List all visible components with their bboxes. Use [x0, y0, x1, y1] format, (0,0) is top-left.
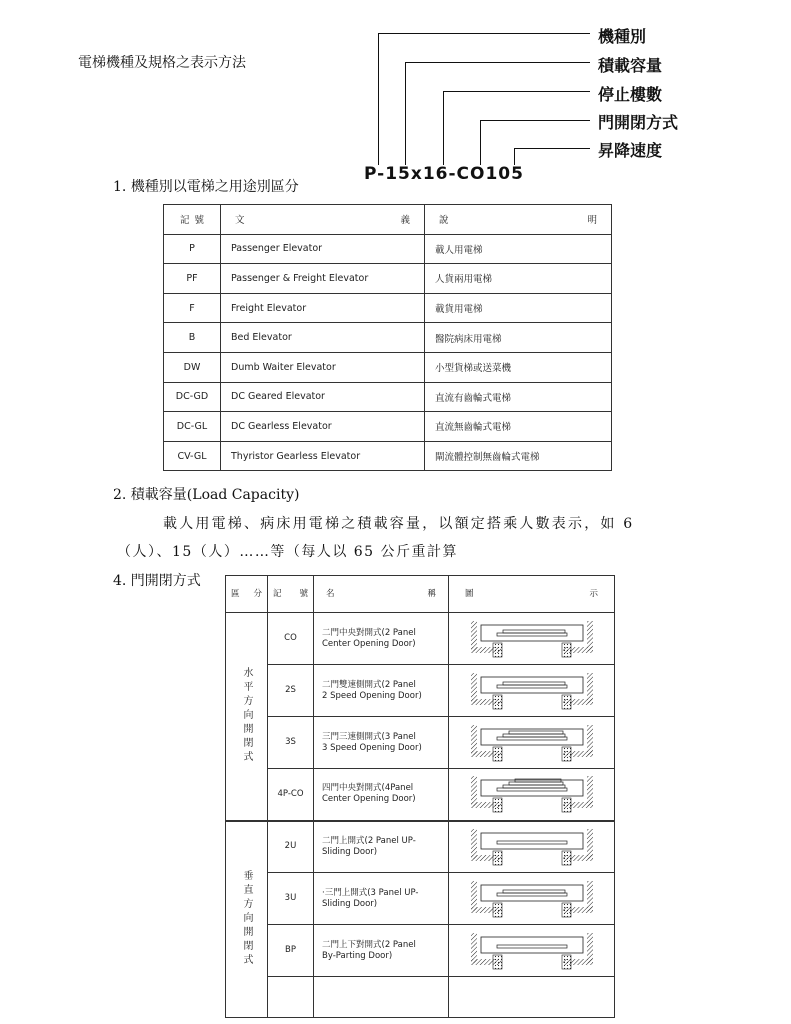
table-row — [226, 821, 615, 873]
name-cell — [314, 613, 449, 665]
category-label: 垂直方向開閉式 — [241, 870, 252, 969]
header-text: 記 — [180, 215, 190, 227]
label-door-type: 門開閉方式 — [598, 113, 679, 132]
header-text: 名 — [326, 588, 335, 599]
section1-heading: 1. 機種別以電梯之用途別區分 — [113, 179, 299, 195]
header-text: 稱 — [427, 588, 436, 599]
name-cell — [314, 821, 449, 873]
table-row — [226, 925, 615, 977]
page-title: 電梯機種及規格之表示方法 — [78, 55, 246, 71]
header-text: 義 — [400, 215, 410, 227]
chinese-desc-cell: 人貨兩用電梯 — [425, 264, 612, 294]
name-en: 2 Speed Opening Door) — [322, 690, 422, 701]
name-en: 3 Speed Opening Door) — [322, 742, 422, 753]
name-cell — [314, 769, 449, 821]
symbol-cell: BP — [268, 925, 314, 977]
section2-heading: 2. 積載容量(Load Capacity) — [113, 487, 300, 503]
name-zh: 二門雙速側開式(2 Panel — [322, 679, 416, 690]
figure-cell — [449, 873, 615, 925]
empty-cell — [268, 977, 314, 1018]
paragraph-line: 載人用電梯、病床用電梯之積載容量，以額定搭乘人數表示，如 6 — [163, 516, 635, 532]
symbol-cell: DW — [164, 352, 221, 382]
label-speed: 昇降速度 — [598, 141, 663, 160]
label-stop-floors: 停止樓數 — [598, 85, 663, 104]
name-zh: ·三門上開式(3 Panel UP- — [322, 887, 419, 898]
label-load-capacity: 積載容量 — [598, 56, 663, 75]
symbol-cell: F — [164, 293, 221, 323]
header-text: 圖 — [465, 588, 474, 599]
category-label: 水平方向開閉式 — [241, 667, 252, 766]
symbol-cell: P — [164, 234, 221, 264]
figure-cell — [449, 717, 615, 769]
table-row — [164, 441, 612, 471]
table-row — [164, 323, 612, 353]
name-cell — [314, 925, 449, 977]
elevator-type-table — [163, 204, 612, 471]
table-row — [164, 264, 612, 294]
spec-code: P-15x16-CO105 — [364, 164, 524, 184]
chinese-desc-cell: 醫院病床用電梯 — [425, 323, 612, 353]
name-cell — [314, 873, 449, 925]
table-header — [164, 205, 612, 235]
name-en: Sliding Door) — [322, 898, 378, 909]
name-zh: 二門上開式(2 Panel UP- — [322, 835, 416, 846]
english-name-cell: Bed Elevator — [221, 323, 425, 353]
english-name-cell: Passenger & Freight Elevator — [221, 264, 425, 294]
symbol-cell: 4P-CO — [268, 769, 314, 821]
door-diagram-icon — [449, 671, 614, 711]
table-row — [226, 613, 615, 665]
english-name-cell: DC Geared Elevator — [221, 382, 425, 412]
name-cell — [314, 665, 449, 717]
figure-cell — [449, 613, 615, 665]
symbol-cell: PF — [164, 264, 221, 294]
table-row — [226, 873, 615, 925]
figure-cell — [449, 665, 615, 717]
header-text: 分 — [253, 588, 262, 599]
figure-cell — [449, 821, 615, 873]
symbol-cell: CO — [268, 613, 314, 665]
paragraph-line: （人）、15（人）……等（每人以 65 公斤重計算 — [117, 544, 459, 560]
symbol-cell: DC-GD — [164, 382, 221, 412]
english-name-cell: DC Gearless Elevator — [221, 412, 425, 442]
name-en: Center Opening Door) — [322, 638, 416, 649]
symbol-cell: 2S — [268, 665, 314, 717]
door-diagram-icon — [449, 619, 614, 659]
header-text: 文 — [235, 215, 245, 227]
name-cell — [314, 717, 449, 769]
english-name-cell: Passenger Elevator — [221, 234, 425, 264]
chinese-desc-cell: 直流無齒輪式電梯 — [425, 412, 612, 442]
figure-cell — [449, 925, 615, 977]
empty-cell — [449, 977, 615, 1018]
table-header — [226, 576, 615, 613]
header-text: 區 — [231, 588, 240, 599]
table-row — [226, 717, 615, 769]
chinese-desc-cell: 小型貨梯或送菜機 — [425, 352, 612, 382]
table-row — [226, 977, 615, 1018]
header-text: 記 — [273, 588, 282, 599]
chinese-desc-cell: 閘流體控制無齒輪式電梯 — [425, 441, 612, 471]
figure-cell — [449, 769, 615, 821]
door-diagram-icon — [449, 827, 614, 867]
name-en: Center Opening Door) — [322, 794, 416, 805]
chinese-desc-cell: 直流有齒輪式電梯 — [425, 382, 612, 412]
name-zh: 二門中央對開式(2 Panel — [322, 627, 416, 638]
name-zh: 二門上下對開式(2 Panel — [322, 939, 416, 950]
chinese-desc-cell: 載貨用電梯 — [425, 293, 612, 323]
section4-heading: 4. 門開閉方式 — [113, 573, 201, 589]
symbol-cell: DC-GL — [164, 412, 221, 442]
name-en: Sliding Door) — [322, 846, 378, 857]
door-diagram-icon — [449, 931, 614, 971]
table-row — [226, 769, 615, 821]
name-zh: 四門中央對開式(4Panel — [322, 783, 414, 794]
symbol-cell: CV-GL — [164, 441, 221, 471]
chinese-desc-cell: 載人用電梯 — [425, 234, 612, 264]
label-model-type: 機種別 — [598, 27, 647, 46]
empty-cell — [314, 977, 449, 1018]
header-text: 明 — [587, 215, 597, 227]
table-row — [164, 352, 612, 382]
table-row — [226, 665, 615, 717]
header-text: 號 — [194, 215, 204, 227]
door-diagram-icon — [449, 774, 614, 814]
category-cell — [226, 613, 268, 821]
door-type-table — [225, 575, 615, 1018]
english-name-cell: Dumb Waiter Elevator — [221, 352, 425, 382]
table-row — [164, 234, 612, 264]
name-zh: 三門三速側開式(3 Panel — [322, 731, 416, 742]
english-name-cell: Freight Elevator — [221, 293, 425, 323]
symbol-cell: 3S — [268, 717, 314, 769]
english-name-cell: Thyristor Gearless Elevator — [221, 441, 425, 471]
door-diagram-icon — [449, 723, 614, 763]
header-text: 示 — [589, 588, 598, 599]
category-cell — [226, 821, 268, 1018]
table-row — [164, 412, 612, 442]
symbol-cell: 3U — [268, 873, 314, 925]
door-diagram-icon — [449, 879, 614, 919]
table-row — [164, 293, 612, 323]
table-row — [164, 382, 612, 412]
symbol-cell: 2U — [268, 821, 314, 873]
header-text: 說 — [439, 215, 449, 227]
name-en: By-Parting Door) — [322, 950, 393, 961]
symbol-cell: B — [164, 323, 221, 353]
header-text: 號 — [299, 588, 308, 599]
